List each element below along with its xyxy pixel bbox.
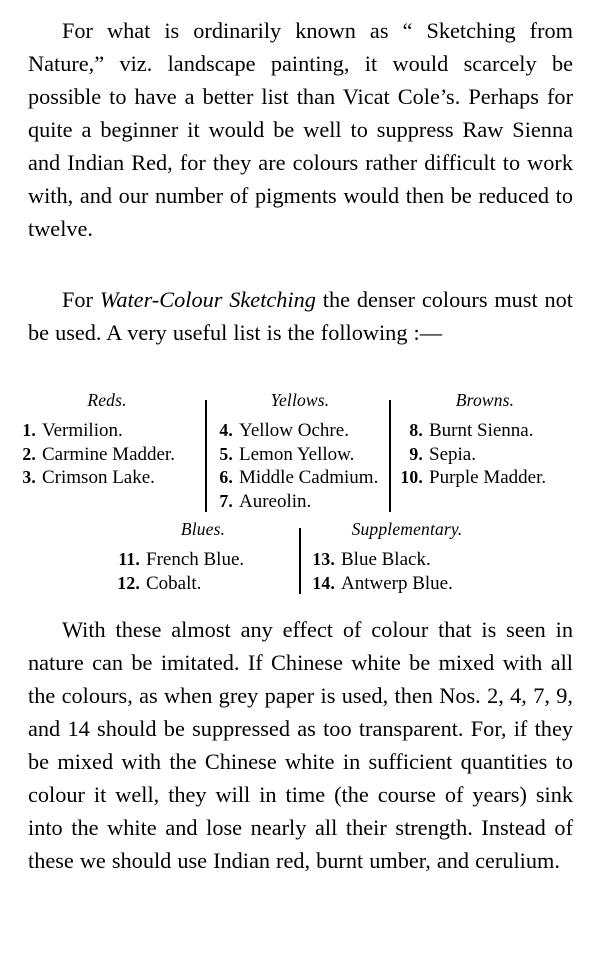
pigment-column-supplementary (307, 519, 507, 595)
item-label: Burnt Sienna. (429, 420, 534, 441)
column-heading-blues: Blues. (180, 519, 226, 539)
paragraph-two-rest: the denser colours must not be used. A very useful list is the following :— (28, 287, 574, 345)
item-number: 11. (118, 549, 140, 569)
list-item (213, 419, 387, 443)
item-label: Middle Cadmium. (239, 467, 379, 488)
item-label: Vermilion. (42, 420, 123, 441)
column-heading-browns: Browns. (455, 390, 515, 410)
item-number: 9. (409, 443, 423, 464)
pigment-items-blues (112, 548, 294, 595)
paragraph-two-lead: For (62, 287, 100, 312)
list-item (397, 419, 573, 443)
paragraph-one: For what is ordinarily known as “ Sketching from Nature,” viz. landscape painting, it would scarcely be possible to have a better list than Vicat Cole’s. Perhaps for quite a beginner it would be well to suppress Raw Sienna and Indian Red, for they are colours rather difficult to work with, and our number of pigments would then be reduced to twelve. (28, 18, 573, 241)
item-number: 7. (219, 490, 233, 511)
pigment-items-supplementary (307, 548, 507, 595)
item-label: Aureolin. (239, 490, 312, 512)
pigment-items-browns (397, 419, 573, 490)
item-number: 10. (400, 467, 423, 487)
column-heading-reds: Reds. (87, 390, 127, 410)
item-label: Antwerp Blue. (341, 572, 453, 594)
item-label: Purple Madder. (429, 467, 547, 488)
item-label: Yellow Ochre. (239, 420, 349, 441)
item-label: Lemon Yellow. (239, 443, 355, 465)
list-item (14, 466, 200, 490)
list-item (14, 443, 200, 467)
item-number: 5. (219, 443, 233, 464)
paragraph-block-two (28, 283, 573, 349)
item-label: Cobalt. (146, 572, 202, 594)
item-label: Carmine Madder. (42, 443, 175, 465)
item-label: Crimson Lake. (42, 467, 155, 488)
item-number: 1. (22, 420, 36, 440)
paragraph-two (28, 283, 573, 349)
pigment-column-blues (112, 519, 294, 595)
list-item (112, 548, 294, 572)
list-item (213, 466, 387, 490)
list-item (397, 443, 573, 467)
list-item (213, 490, 387, 514)
pigment-column-yellows (213, 390, 387, 513)
item-label: Blue Black. (341, 549, 431, 570)
item-number: 6. (219, 467, 233, 487)
item-number: 4. (219, 420, 233, 440)
paragraph-three: With these almost any effect of colour that is seen in nature can be imitated. If Chinese white be mixed with all the colours, as when grey paper is used, then Nos. 2, 4, 7, 9, and 14 should be suppressed as too transparent. For, if they be mixed with the Chinese white in sufficient quantities to colour it well, they will in time (the course of years) sink into the white and lose nearly all their strength. Instead of these we should use Indian red, burnt umber, and cerulium. (28, 617, 573, 873)
column-heading-supplementary: Supplementary. (351, 519, 463, 539)
paragraph-block-three (28, 613, 573, 877)
column-divider-rule (389, 400, 391, 512)
pigment-items-yellows (213, 419, 387, 513)
list-item (307, 572, 507, 596)
list-item (397, 466, 573, 490)
item-number: 14. (312, 572, 335, 593)
item-number: 12. (117, 572, 140, 593)
column-heading-yellows: Yellows. (270, 390, 330, 410)
list-item (307, 548, 507, 572)
item-number: 3. (22, 467, 36, 487)
paragraph-block-one (28, 14, 573, 245)
water-colour-sketching-title: Water-Colour Sketching (99, 287, 316, 312)
item-number: 8. (409, 420, 423, 440)
list-item (112, 572, 294, 596)
list-item (14, 419, 200, 443)
pigment-column-browns (397, 390, 573, 490)
item-label: French Blue. (146, 549, 245, 570)
column-divider-rule (299, 528, 301, 594)
pigment-column-reds (14, 390, 200, 490)
item-label: Sepia. (429, 443, 476, 465)
pigment-items-reds (14, 419, 200, 490)
item-number: 2. (22, 443, 36, 464)
list-item (213, 443, 387, 467)
item-number: 13. (312, 549, 335, 569)
column-divider-rule (205, 400, 207, 512)
